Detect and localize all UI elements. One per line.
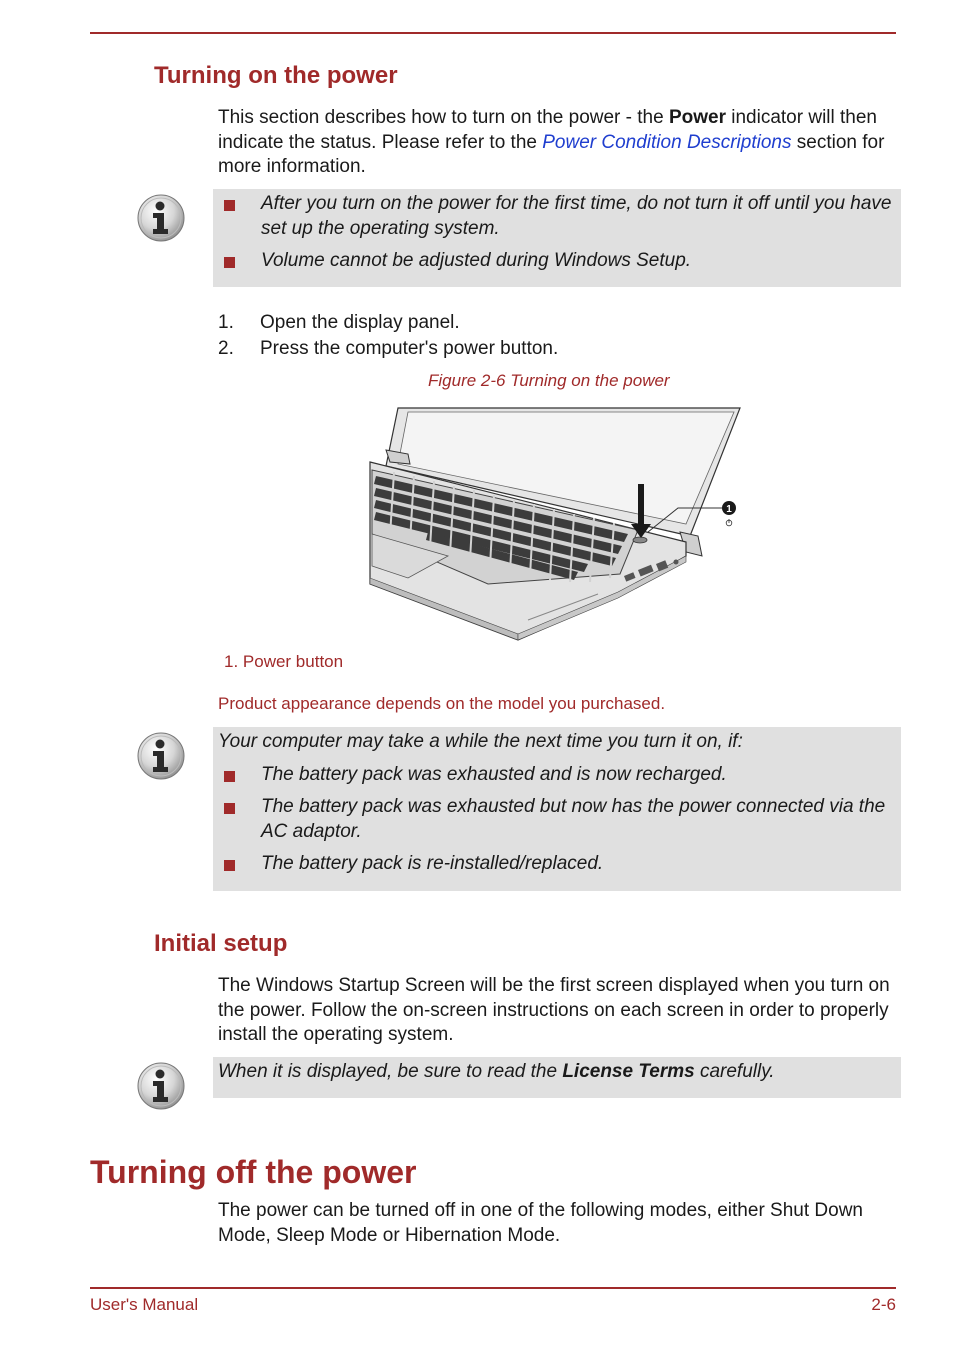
note-text-1: When it is displayed, be sure to read the	[218, 1061, 563, 1082]
note-bullet	[218, 192, 893, 241]
note-text-2: carefully.	[694, 1061, 775, 1082]
power-condition-link[interactable]: Power Condition Descriptions	[542, 131, 792, 153]
bullet-square	[224, 200, 235, 211]
section-heading-turning-off: Turning off the power	[90, 1154, 417, 1190]
note-bullet	[218, 795, 893, 844]
note-bullet	[218, 249, 893, 274]
bullet-square	[224, 257, 235, 268]
step-number: 2.	[218, 338, 234, 359]
power-keyword: Power	[668, 107, 726, 128]
step-text: Open the display panel.	[260, 312, 460, 333]
intro-text-2: indicator will then indicate the status. Please refer to the	[218, 107, 878, 153]
license-terms-keyword: License Terms	[562, 1061, 695, 1082]
footer-rule	[90, 1287, 896, 1289]
step-item	[218, 336, 558, 362]
header-rule	[90, 32, 896, 34]
info-icon	[136, 731, 186, 781]
note-lead: Your computer may take a while the next time you turn it on, if:	[218, 731, 743, 752]
step-text: Press the computer's power button.	[260, 338, 559, 359]
info-icon	[136, 1061, 186, 1111]
bullet-square	[224, 803, 235, 814]
figure-caption: Figure 2-6 Turning on the power	[428, 371, 670, 390]
note-bullet-text: After you turn on the power for the first time, do not turn it off until you have set up the operating system.	[261, 193, 892, 239]
section-heading-turning-on: Turning on the power	[154, 62, 398, 89]
note-bullet-text: The battery pack is re-installed/replaced.	[261, 853, 604, 874]
bullet-square	[224, 860, 235, 871]
callout-number: 1	[726, 504, 732, 515]
step-item	[218, 310, 558, 336]
section-heading-initial-setup: Initial setup	[154, 930, 288, 957]
intro-text-1: This section describes how to turn on the power - the	[218, 107, 669, 128]
note-bullet-text: The battery pack was exhausted and is now recharged.	[261, 763, 727, 785]
note-license-terms	[213, 1057, 901, 1098]
note-bullet-text: The battery pack was exhausted but now has the power connected via the AC adaptor.	[261, 796, 886, 842]
note-bullet	[218, 763, 893, 788]
intro-paragraph	[218, 106, 898, 180]
initial-setup-paragraph: The Windows Startup Screen will be the first screen displayed when you turn on the power. Follow the on-screen instructions on each screen in order to properly install the operating system.	[218, 975, 890, 1045]
intro-text-3: section for more information.	[218, 131, 885, 177]
figure-disclaimer: Product appearance depends on the model you purchased.	[218, 694, 666, 713]
note-bullet	[218, 852, 893, 877]
note-first-power-on	[213, 189, 901, 287]
info-icon	[136, 193, 186, 243]
footer-page-number: 2-6	[871, 1295, 896, 1314]
step-number: 1.	[218, 312, 234, 333]
laptop-illustration	[368, 406, 744, 642]
steps-list	[218, 310, 558, 362]
note-slow-start	[213, 727, 901, 891]
note-bullet-text: Volume cannot be adjusted during Windows Setup.	[261, 250, 692, 271]
footer-manual-title: User's Manual	[90, 1295, 199, 1314]
bullet-square	[224, 771, 235, 782]
figure-legend: 1. Power button	[224, 652, 344, 671]
turning-off-paragraph: The power can be turned off in one of the following modes, either Shut Down Mode, Sleep Mode or Hibernation Mode.	[218, 1200, 863, 1246]
